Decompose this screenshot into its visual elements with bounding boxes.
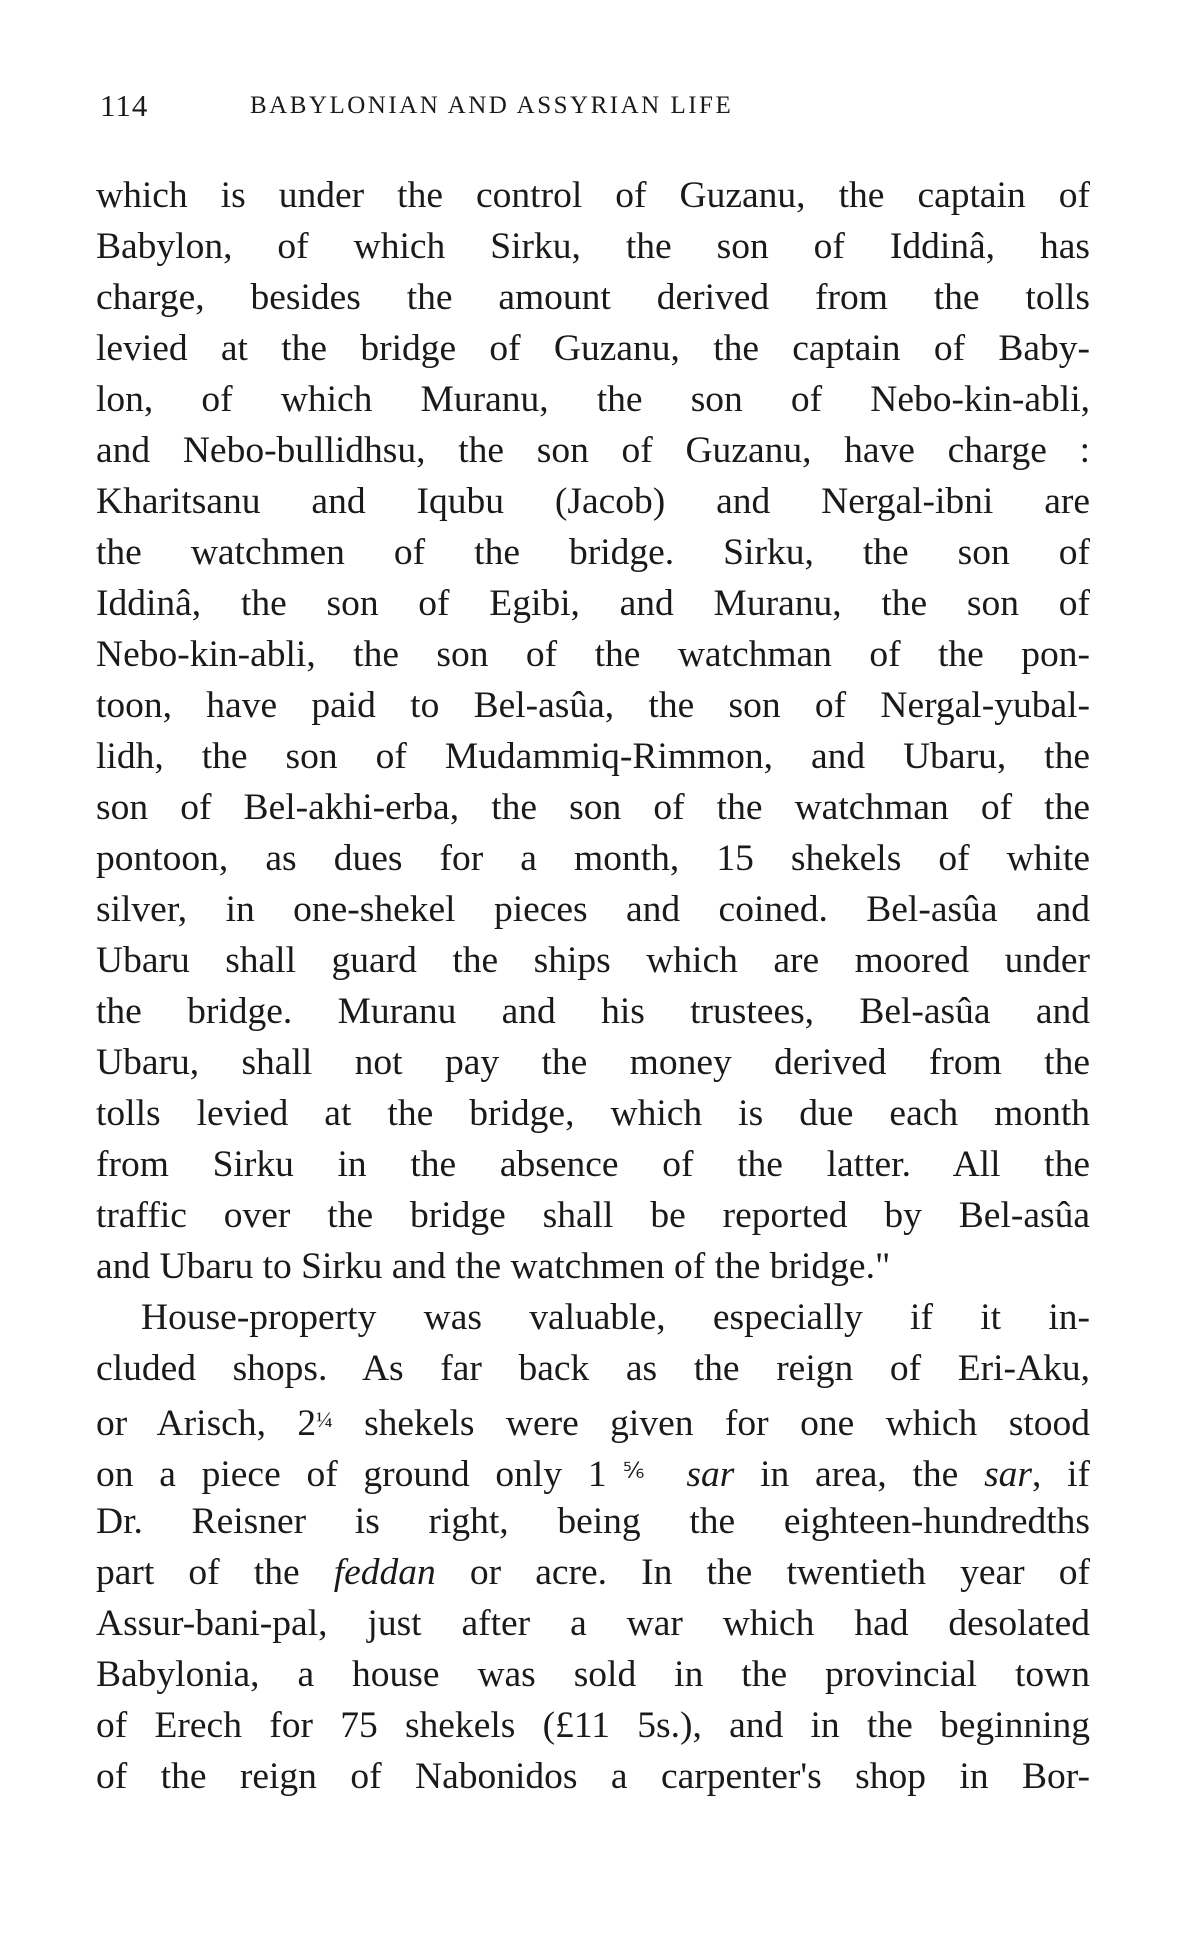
text-line: toon, have paid to Bel-asûa, the son of Nergal-yubal- [96, 685, 1090, 726]
text-line: son of Bel-akhi-erba, the son of the watchman of the [96, 787, 1090, 828]
page-number: 114 [100, 88, 149, 123]
text-line [96, 1445, 1090, 1496]
text-line: of Erech for 75 shekels (£11 5s.), and in the beginning [96, 1705, 1090, 1746]
text-line: House-property was valuable, especially if it in- [141, 1297, 1090, 1338]
text-line: Iddinâ, the son of Egibi, and Muranu, the son of [96, 583, 1090, 624]
text-line: from Sirku in the absence of the latter. All the [96, 1144, 1090, 1185]
text-line: Babylon, of which Sirku, the son of Iddinâ, has [96, 226, 1090, 267]
text-line: Babylonia, a house was sold in the provincial town [96, 1654, 1090, 1695]
text-line: Dr. Reisner is right, being the eighteen-hundredths [96, 1501, 1090, 1542]
fraction: ⅚ [606, 1458, 661, 1483]
text-line: Ubaru, shall not pay the money derived from the [96, 1042, 1090, 1083]
text-line: charge, besides the amount derived from the tolls [96, 277, 1090, 318]
fraction: ¼ [316, 1407, 333, 1432]
italic-term: sar [686, 1454, 735, 1495]
text-line: Kharitsanu and Iqubu (Jacob) and Nergal-ibni are [96, 481, 1090, 522]
text-line: levied at the bridge of Guzanu, the captain of Baby- [96, 328, 1090, 369]
line-start: part of the [96, 1552, 334, 1593]
text-line [96, 1394, 1090, 1445]
running-title: BABYLONIAN AND ASSYRIAN LIFE [250, 92, 734, 119]
text-line: silver, in one-shekel pieces and coined. Bel-asûa and [96, 889, 1090, 930]
body-text [96, 170, 1090, 1802]
line-start: or Arisch, [96, 1403, 298, 1444]
text-line: and Nebo-bullidhsu, the son of Guzanu, have charge : [96, 430, 1090, 471]
text-line: which is under the control of Guzanu, the captain of [96, 175, 1090, 216]
text-line: Ubaru shall guard the ships which are moored under [96, 940, 1090, 981]
text-line: cluded shops. As far back as the reign of Eri-Aku, [96, 1348, 1090, 1389]
line-start: on a piece of ground only [96, 1454, 588, 1495]
mixed-number: 1 [587, 1454, 607, 1495]
text-line: lidh, the son of Mudammiq-Rimmon, and Ubaru, the [96, 736, 1090, 777]
italic-term: feddan [333, 1552, 436, 1593]
text-line: the watchmen of the bridge. Sirku, the son of [96, 532, 1090, 573]
text-line [96, 1547, 1090, 1598]
text-line: Nebo-kin-abli, the son of the watchman of the pon- [96, 634, 1090, 675]
text-line: of the reign of Nabonidos a carpenter's shop in Bor- [96, 1756, 1090, 1797]
line-rest: , if [1032, 1454, 1091, 1495]
line-rest: or acre. In the twentieth year of [435, 1552, 1090, 1593]
text-line: Assur-bani-pal, just after a war which had desolated [96, 1603, 1090, 1644]
text-line: traffic over the bridge shall be reported by Bel-asûa [96, 1195, 1090, 1236]
page-header [100, 88, 1100, 128]
text-line: and Ubaru to Sirku and the watchmen of the bridge." [96, 1246, 891, 1287]
mixed-number: 2 [297, 1403, 317, 1444]
line-rest: shekels were given for one which stood [332, 1403, 1090, 1444]
text-line: lon, of which Muranu, the son of Nebo-kin-abli, [96, 379, 1090, 420]
text-line: tolls levied at the bridge, which is due each month [96, 1093, 1090, 1134]
text-line: pontoon, as dues for a month, 15 shekels of white [96, 838, 1090, 879]
italic-term: sar [984, 1454, 1032, 1495]
line-mid: in area, the [734, 1454, 985, 1495]
text-line: the bridge. Muranu and his trustees, Bel-asûa and [96, 991, 1090, 1032]
